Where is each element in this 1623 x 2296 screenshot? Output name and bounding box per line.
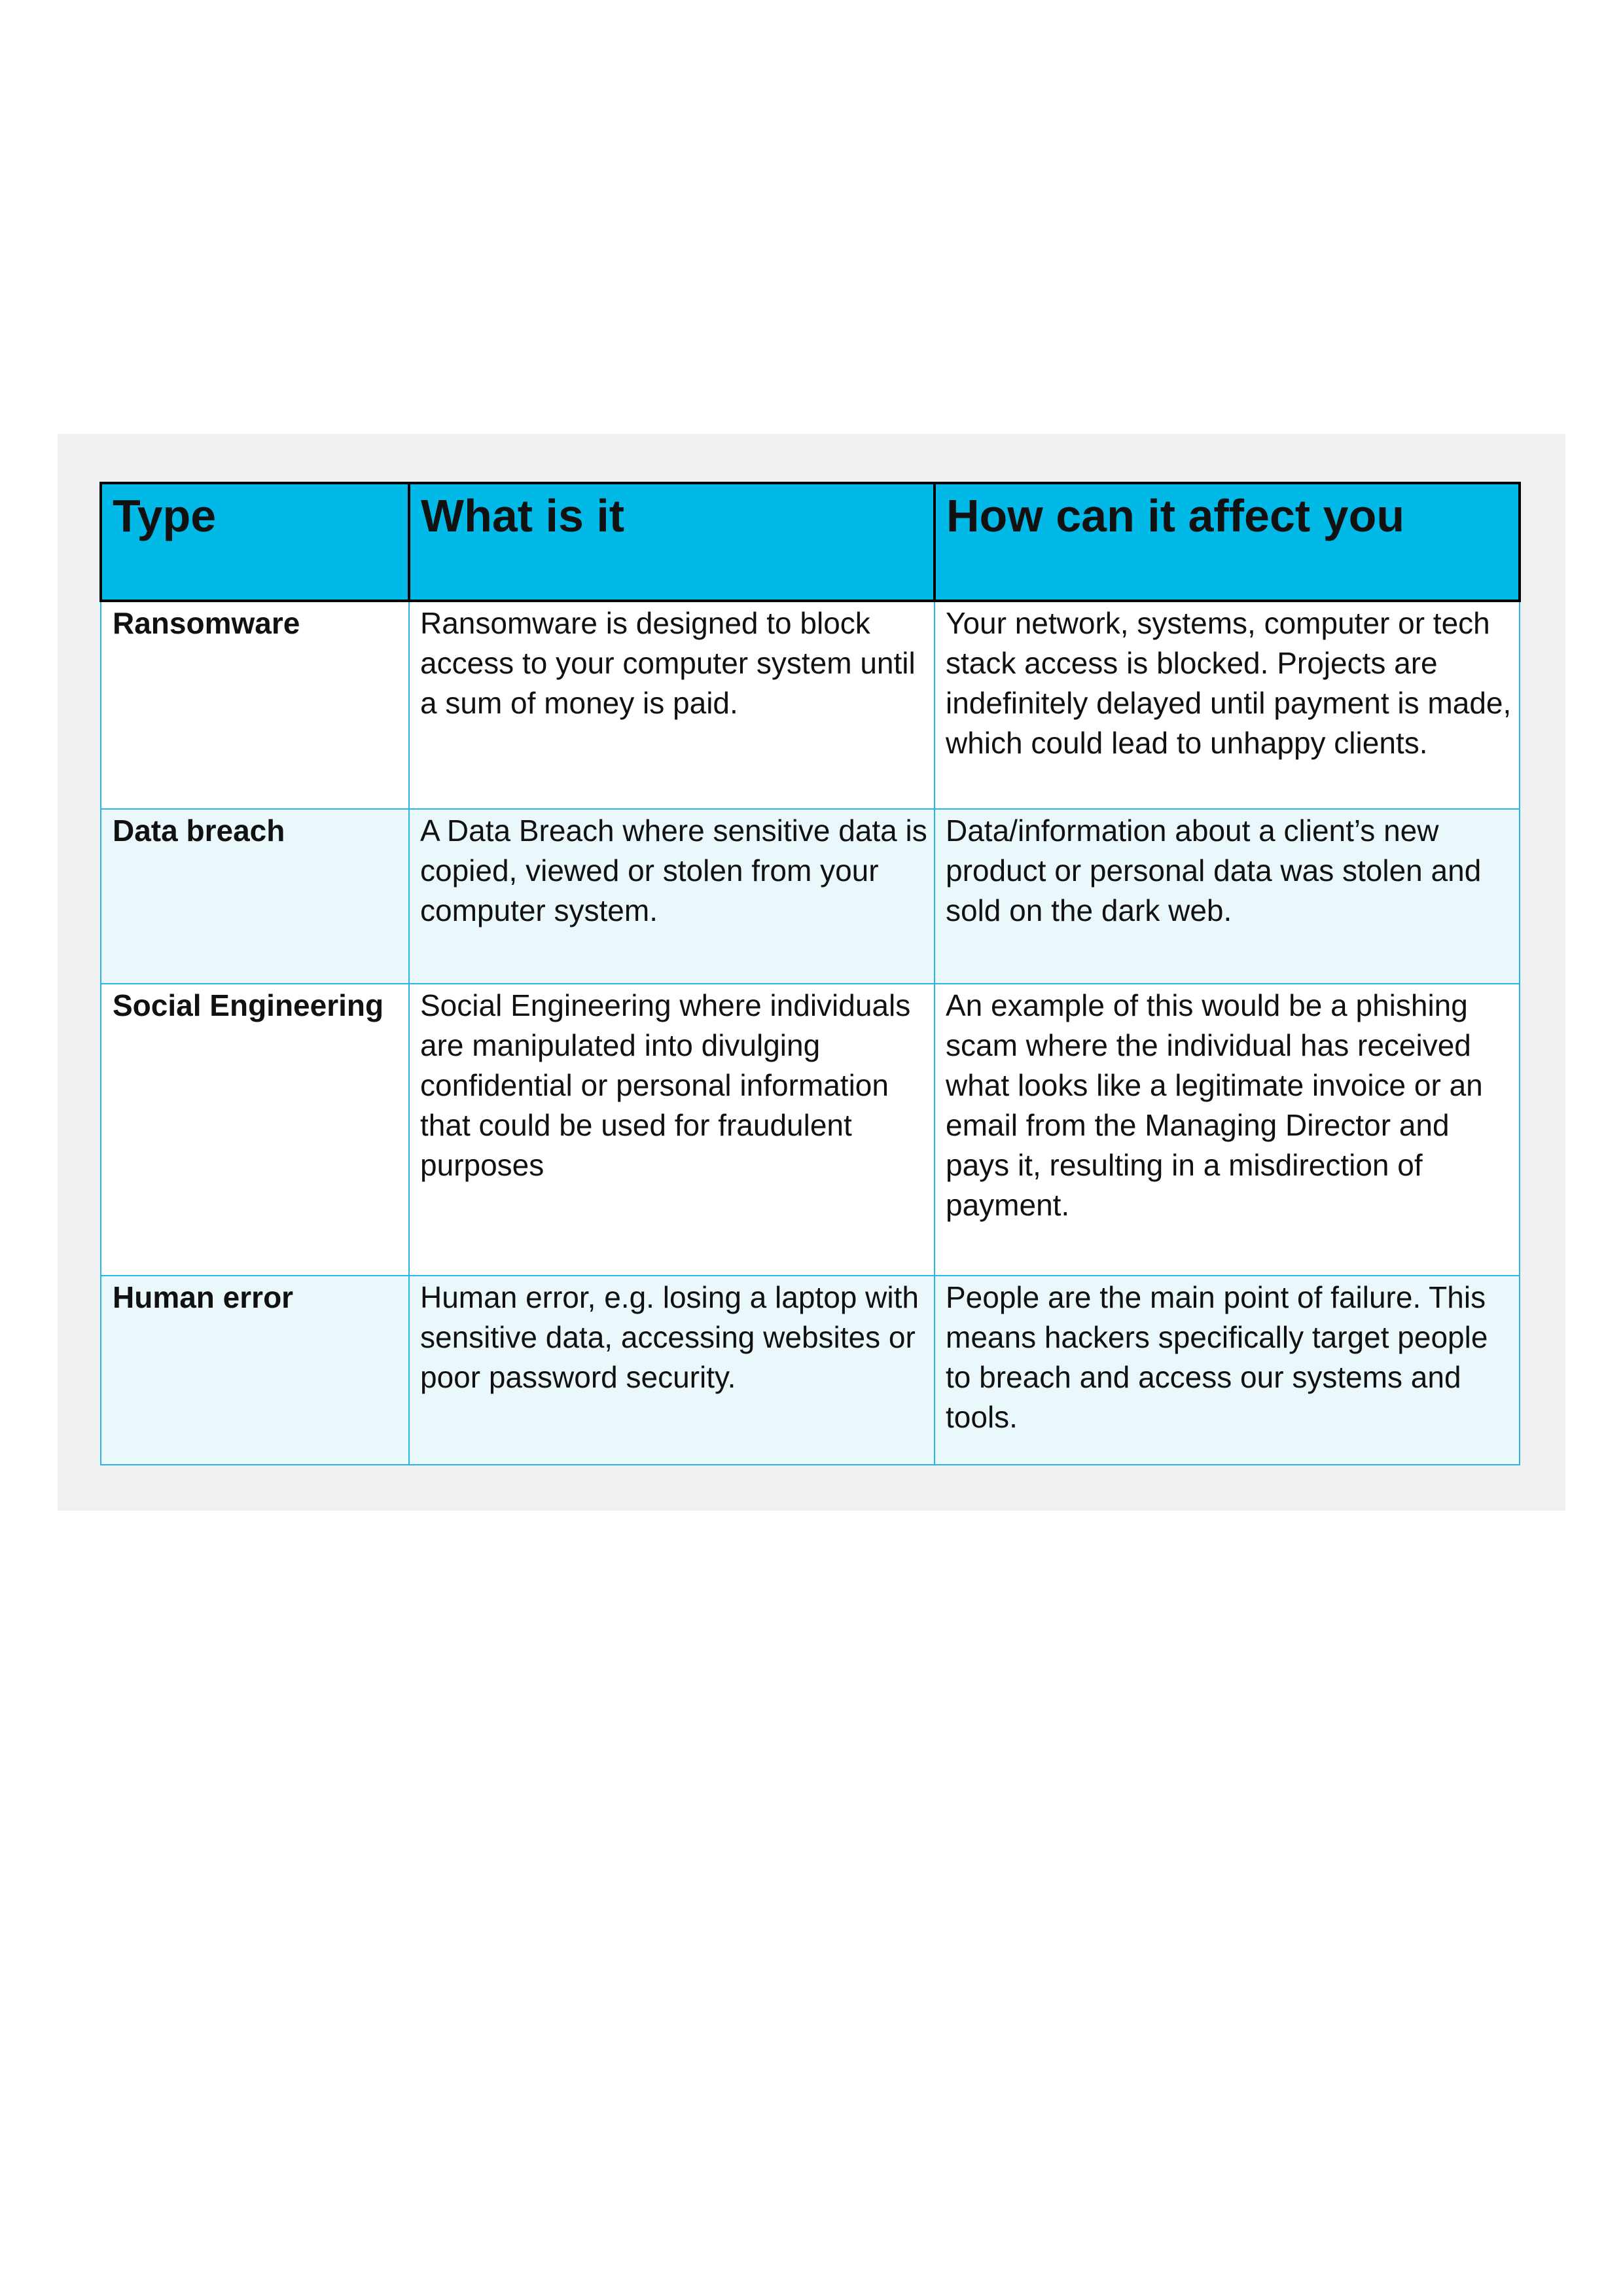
table-row: [101, 601, 1520, 809]
type-cell: Social Engineering: [101, 984, 409, 1276]
table-row: [101, 1276, 1520, 1465]
table-header-row: [101, 483, 1520, 601]
type-cell: Human error: [101, 1276, 409, 1465]
what-cell: A Data Breach where sensitive data is copied, viewed or stolen from your computer system.: [409, 809, 935, 984]
affect-cell: Data/information about a client’s new product or personal data was stolen and sold on the dark web.: [935, 809, 1520, 984]
table-row: [101, 984, 1520, 1276]
affect-cell: Your network, systems, computer or tech stack access is blocked. Projects are indefinitely delayed until payment is made, which could lead to unhappy clients.: [935, 601, 1520, 809]
affect-cell: An example of this would be a phishing scam where the individual has received what looks like a legitimate invoice or an email from the Managing Director and pays it, resulting in a misdirection of payment.: [935, 984, 1520, 1276]
what-cell: Social Engineering where individuals are manipulated into divulging confidential or personal information that could be used for fraudulent purposes: [409, 984, 935, 1276]
what-cell: Human error, e.g. losing a laptop with sensitive data, accessing websites or poor password security.: [409, 1276, 935, 1465]
table-row: [101, 809, 1520, 984]
type-cell: Data breach: [101, 809, 409, 984]
cyber-threats-table: [99, 482, 1521, 1465]
what-cell: Ransomware is designed to block access to your computer system until a sum of money is paid.: [409, 601, 935, 809]
header-what-is-it: What is it: [409, 483, 935, 601]
header-how-can-it-affect-you: How can it affect you: [935, 483, 1520, 601]
affect-cell: People are the main point of failure. This means hackers specifically target people to breach and access our systems and tools.: [935, 1276, 1520, 1465]
type-cell: Ransomware: [101, 601, 409, 809]
header-type: Type: [101, 483, 409, 601]
